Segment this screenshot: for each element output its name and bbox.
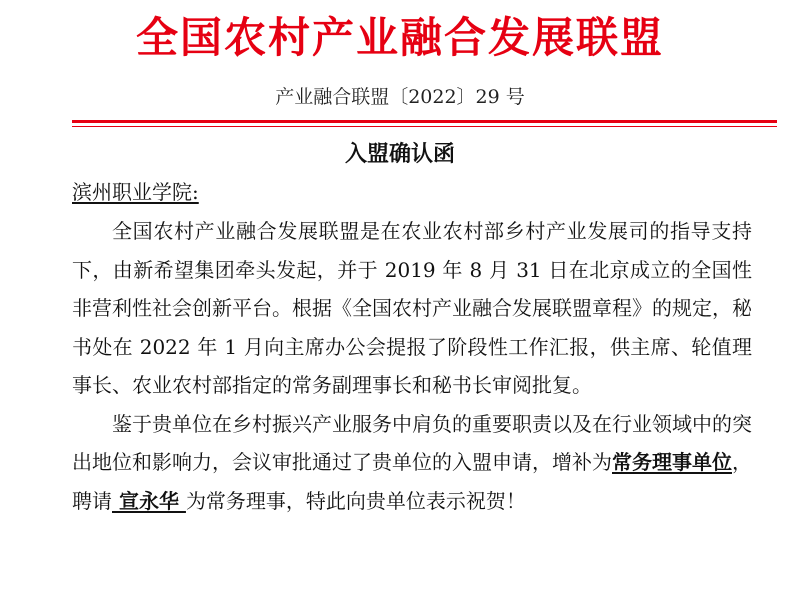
letter-body [72,212,752,520]
header-divider-thin [72,126,777,127]
header-divider-thick [72,120,777,123]
paragraph-2-text-c: 为常务理事，特此向贵单位表示祝贺！ [185,488,526,513]
document-number: 产业融合联盟〔2022〕29 号 [275,86,525,108]
appointee-name: 宣永华 [112,488,186,513]
paragraph-2-text-b: ，聘请 [72,450,752,513]
membership-role: 常务理事单位 [612,450,732,474]
org-header-title: 全国农村产业融合发展联盟 [135,13,664,62]
letter-title: 入盟确认函 [344,142,455,167]
body-paragraph-1: 全国农村产业融合发展联盟是在农业农村部乡村产业发展司的指导支持下，由新希望集团牵头发起，并于 2019 年 8 月 31 日在北京成立的全国性非营利性社会创新平台。根据《全国农村产业融合发展联盟章程》的规定，秘书处在 2022 年 1 月向主席办公会提报了阶段性工作汇报，供主席、轮值理事长、农业农村部指定的常务副理事长和秘书长审阅批复。 [72,219,752,397]
body-paragraph-2 [72,405,752,521]
paragraph-2-text-a: 鉴于贵单位在乡村振兴产业服务中肩负的重要职责以及在行业领域中的突出地位和影响力，会议审批通过了贵单位的入盟申请，增补为 [72,411,752,474]
letter-recipient: 滨州职业学院: [72,180,199,204]
